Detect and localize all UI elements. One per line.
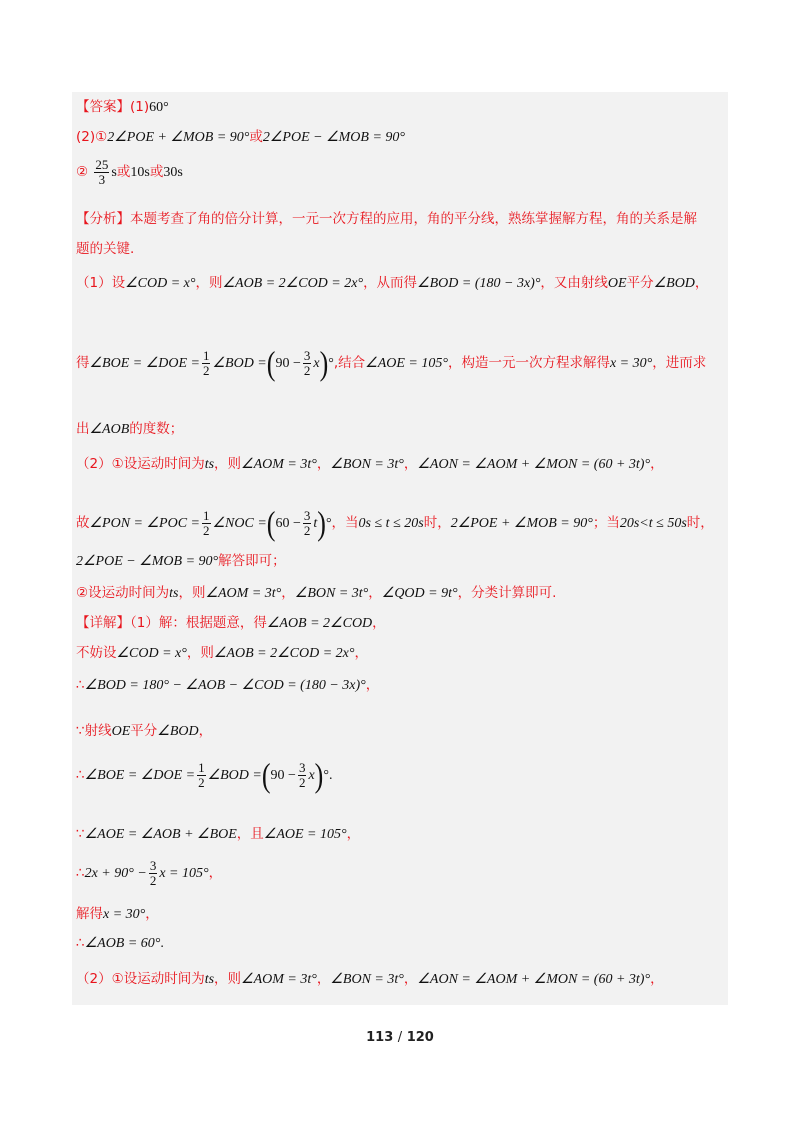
detail-line-3: ∴∠BOD = 180° − ∠AOB − ∠COD = (180 − 3x)°， (76, 677, 380, 693)
answer-label: 【答案】 (76, 99, 130, 115)
detail-label: 【详解】 (76, 615, 130, 631)
analysis-line-8: 2∠POE − ∠MOB = 90°解答即可； (76, 553, 286, 569)
analysis-line-7: 故∠PON = ∠POC = $\frac{1}{2}$ ∠NOC =(60 − $\frac{3}{2}$ t)°，当0s ≤ t ≤ 20s时，2∠POE + ∠MOB = 90°；当20s<t ≤ 50s时， (76, 504, 714, 542)
answer-line-1: 【答案】(1)60° (76, 99, 169, 115)
page-number (0, 1030, 800, 1045)
answer-line-3: ② $\frac{25}{3}$ s或10s或30s (76, 157, 183, 187)
analysis-line-9: ②设运动时间为ts，则∠AOM = 3t°，∠BON = 3t°，∠QOD = 9t°，分类计算即可. (76, 585, 557, 601)
current-page: 113 (366, 1030, 394, 1045)
detail-line-8: 解得x = 30°， (76, 906, 159, 922)
analysis-line-5: 出∠AOB的度数； (76, 421, 184, 437)
detail-line-7: ∴2x + 90° − $\frac{3}{2}$ x = 105°， (76, 858, 223, 888)
detail-line-9: ∴∠AOB = 60°. (76, 935, 164, 951)
detail-line-10: （2）①设运动时间为ts，则∠AOM = 3t°，∠BON = 3t°，∠AON = ∠AOM + ∠MON = (60 + 3t)°， (76, 971, 664, 987)
page-separator: / (397, 1030, 403, 1045)
detail-line-2: 不妨设∠COD = x°，则∠AOB = 2∠COD = 2x°， (76, 645, 368, 661)
answer-line-2: (2)①2∠POE + ∠MOB = 90°或2∠POE − ∠MOB = 90° (76, 129, 406, 145)
analysis-label: 【分析】 (76, 211, 130, 227)
detail-line-6: ∵∠AOE = ∠AOB + ∠BOE，且∠AOE = 105°， (76, 826, 361, 842)
detail-line-5: ∴∠BOE = ∠DOE = $\frac{1}{2}$ ∠BOD =(90 − $\frac{3}{2}$ x)°. (76, 756, 333, 794)
analysis-line-3: （1）设∠COD = x°，则∠AOB = 2∠COD = 2x°，从而得∠BOD = (180 − 3x)°，又由射线OE平分∠BOD， (76, 275, 709, 291)
total-pages: 120 (406, 1030, 434, 1045)
analysis-line-6: （2）①设运动时间为ts，则∠AOM = 3t°，∠BON = 3t°，∠AON = ∠AOM + ∠MON = (60 + 3t)°， (76, 456, 664, 472)
analysis-line-4: 得∠BOE = ∠DOE = $\frac{1}{2}$ ∠BOD =(90 − $\frac{3}{2}$ x)°,结合∠AOE = 105°，构造一元一次方程求解得x = 30°，进而求 (76, 344, 707, 382)
fraction-25-3: $\frac{25}{3}$ (95, 157, 109, 187)
analysis-line-2: 题的关键. (76, 241, 135, 257)
detail-line-1: 【详解】（1）解：根据题意，得∠AOB = 2∠COD， (76, 615, 386, 631)
analysis-line-1: 【分析】本题考查了角的倍分计算，一元一次方程的应用，角的平分线，熟练掌握解方程，角的关系是解 (76, 211, 697, 227)
detail-line-4: ∵射线OE平分∠BOD， (76, 723, 213, 739)
